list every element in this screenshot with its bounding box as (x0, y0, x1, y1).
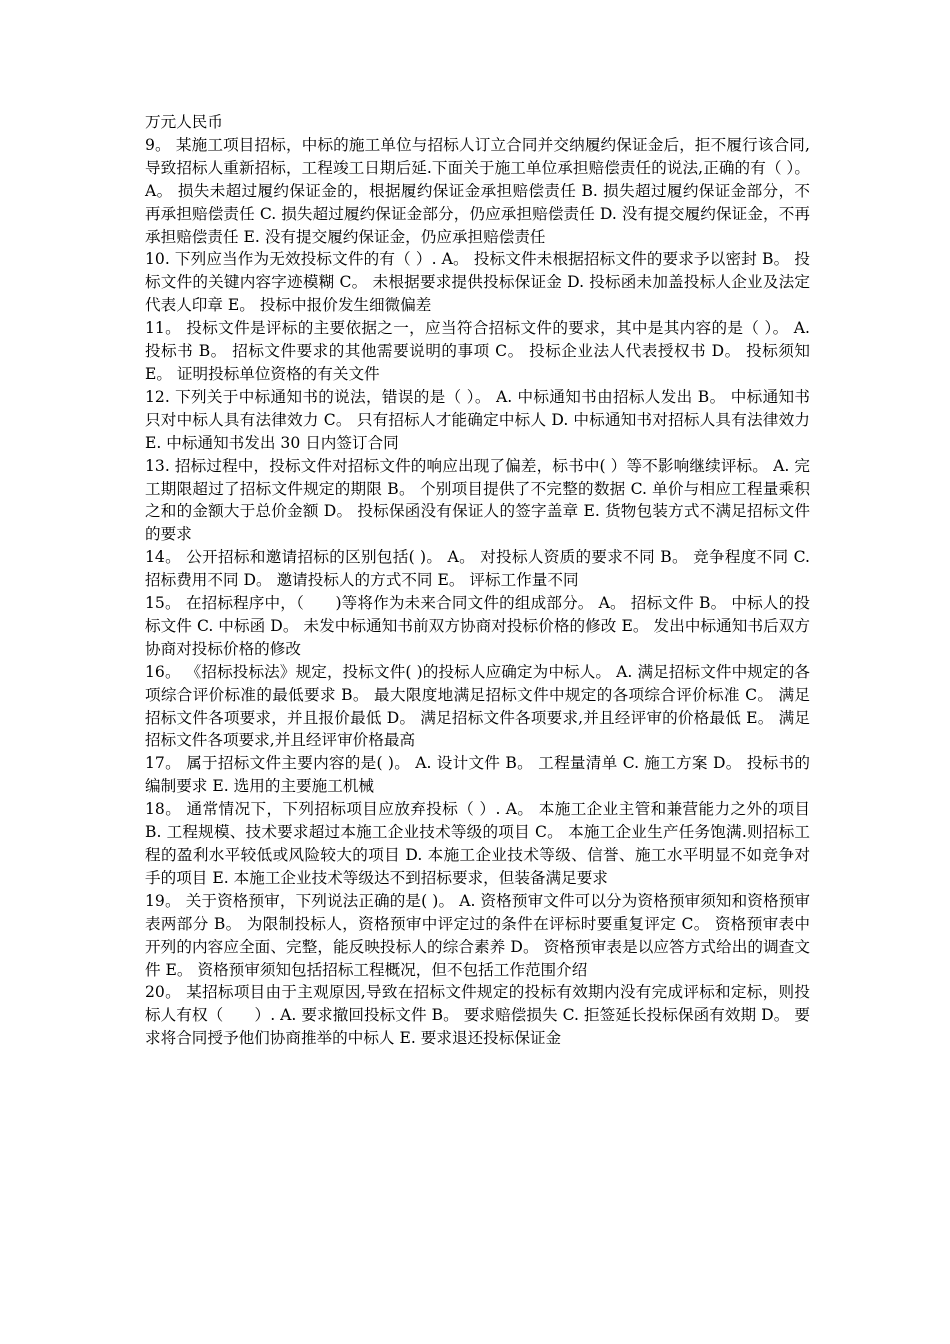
question-17: 17。 属于招标文件主要内容的是( )。 A. 设计文件 B。 工程量清单 C. 施工方案 D。 投标书的编制要求 E. 选用的主要施工机械 (145, 754, 810, 796)
question-11: 11。 投标文件是评标的主要依据之一，应当符合招标文件的要求，其中是其内容的是（ ）。 A. 投标书 B。 招标文件要求的其他需要说明的事项 C。 投标企业法人代表授权书 D。 投标须知 E。 证明投标单位资格的有关文件 (145, 319, 815, 383)
question-16: 16。 《招标投标法》规定，投标文件( )的投标人应确定为中标人。 A. 满足招标文件中规定的各项综合评价标准的最低要求 B。 最大限度地满足招标文件中规定的各项综合评价标准 C。 满足招标文件各项要求，并且报价最低 D。 满足招标文件各项要求,并且经评审的价格最低 E。 满足招标文件各项要求,并且经评审价格最高 (145, 662, 810, 750)
question-15: 15。 在招标程序中，（ )等将作为未来合同文件的组成部分。 A。 招标文件 B。 中标人的投标文件 C. 中标函 D。 未发中标通知书前双方协商对投标价格的修改 E。 发出中标通知书后双方协商对投标价格的修改 (145, 594, 810, 658)
question-10: 10. 下列应当作为无效投标文件的有（ ）. A。 投标文件未根据招标文件的要求予以密封 B。 投标文件的关键内容字迹模糊 C。 未根据要求提供投标保证金 D. 投标函未加盖投标人企业及法定代表人印章 E。 投标中报价发生细微偏差 (145, 250, 810, 315)
question-12: 12. 下列关于中标通知书的说法，错误的是（ ）。 A. 中标通知书由招标人发出 B。 中标通知书只对中标人具有法律效力 C。 只有招标人才能确定中标人 D. 中标通知书对招标人具有法律效力 E. 中标通知书发出 30 日内签订合同 (145, 387, 815, 452)
question-13: 13. 招标过程中，投标文件对招标文件的响应出现了偏差，标书中( ）等不影响继续评标。 A. 完工期限超过了招标文件规定的期限 B。 个别项目提供了不完整的数据 C. 单价与相应工程量乘积之和的金额大于总价金额 D。 投标保函没有保证人的签字盖章 E. 货物包装方式不满足招标文件的要求 (145, 456, 810, 544)
question-14: 14。 公开招标和邀请招标的区别包括( )。 A。 对投标人资质的要求不同 B。 竞争程度不同 C. 招标费用不同 D。 邀请投标人的方式不同 E。 评标工作量不同 (145, 548, 815, 590)
question-18: 18。 通常情况下，下列招标项目应放弃投标（ ）. A。 本施工企业主管和兼营能力之外的项目 B. 工程规模、技术要求超过本施工企业技术等级的项目 C。 本施工企业生产任务饱满.则招标工程的盈利水平较低或风险较大的项目 D. 本施工企业技术等级、信誉、施工水平明显不如竞争对手的项目 E. 本施工企业技术等级达不到招标要求，但装备满足要求 (145, 800, 815, 887)
question-9: 9。 某施工项目招标，中标的施工单位与招标人订立合同并交纳履约保证金后，拒不履行该合同,导致招标人重新招标，工程竣工日期后延.下面关于施工单位承担赔偿责任的说法,正确的有（ ）。 A。 损失未超过履约保证金的，根据履约保证金承担赔偿责任 B. 损失超过履约保证金部分，不再承担赔偿责任 C. 损失超过履约保证金部分，仍应承担赔偿责任 D. 没有提交履约保证金，不再承担赔偿责任 E. 没有提交履约保证金，仍应承担赔偿责任 (145, 135, 815, 246)
question-19: 19。 关于资格预审，下列说法正确的是( )。 A. 资格预审文件可以分为资格预审须知和资格预审表两部分 B。 为限制投标人，资格预审中评定过的条件在评标时要重复评定 C。 资格预审表中开列的内容应全面、完整，能反映投标人的综合素养 D。 资格预审表是以应答方式给出的调查文件 E。 资格预审须知包括招标工程概况，但不包括工作范围介绍 (145, 891, 810, 979)
document-page (145, 111, 815, 1050)
text-fragment: 万元人民币 (145, 113, 223, 131)
question-20: 20。 某招标项目由于主观原因,导致在招标文件规定的投标有效期内没有完成评标和定标，则投标人有权（ ）. A. 要求撤回投标文件 B。 要求赔偿损失 C. 拒签延长投标保函有效期 D。 要求将合同授予他们协商推举的中标人 E. 要求退还投标保证金 (145, 983, 810, 1048)
